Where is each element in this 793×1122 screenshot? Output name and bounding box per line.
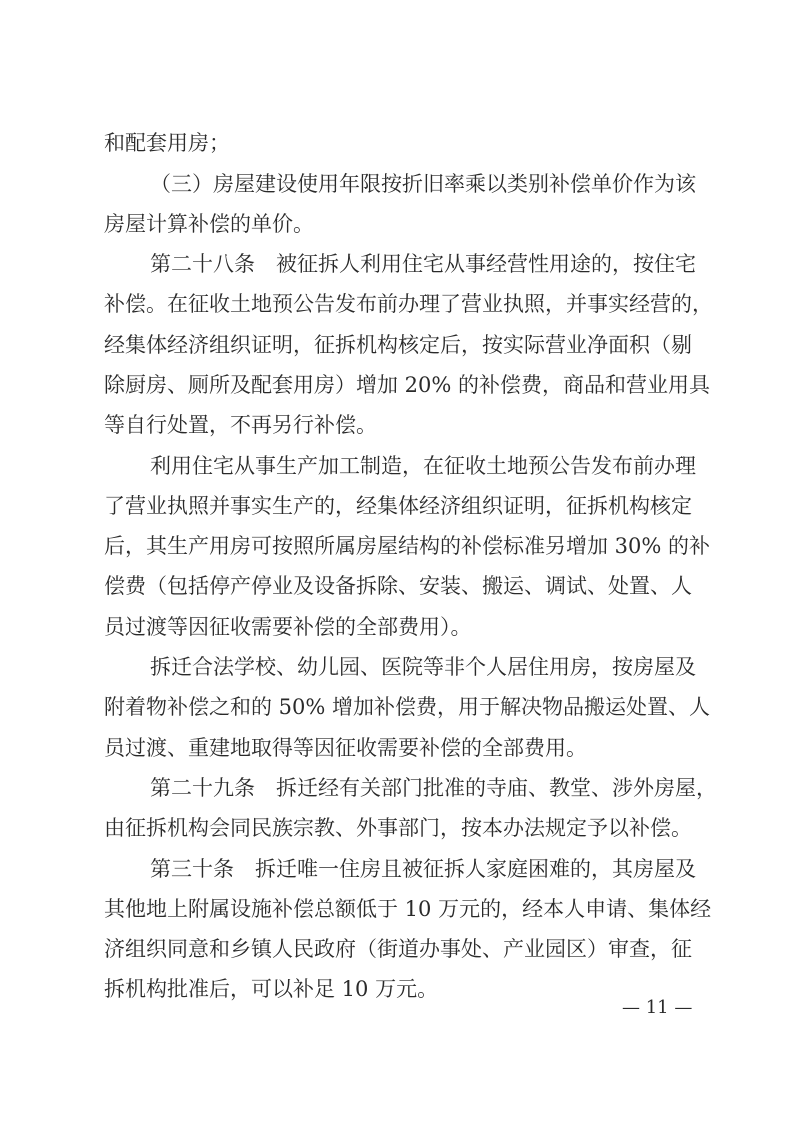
text-line-15: 附着物补偿之和的 50% 增加补偿费，用于解决物品搬运处置、人 <box>104 695 711 719</box>
text-line-20: 其他地上附属设施补偿总额低于 10 万元的，经本人申请、集体经 <box>104 897 712 921</box>
text-line-19: 第三十条 拆迁唯一住房且被征拆人家庭困难的，其房屋及 <box>150 857 696 881</box>
page-number: — 11 — <box>622 997 693 1018</box>
text-line-17: 第二十九条 拆迁经有关部门批准的寺庙、教堂、涉外房屋， <box>150 776 717 800</box>
text-line-2: （三）房屋建设使用年限按折旧率乘以类别补偿单价作为该 <box>150 172 696 196</box>
text-line-14: 拆迁合法学校、幼儿园、医院等非个人居住用房，按房屋及 <box>150 655 696 679</box>
text-line-1: 和配套用房； <box>104 131 230 155</box>
text-line-4: 第二十八条 被征拆人利用住宅从事经营性用途的，按住宅 <box>150 252 696 276</box>
text-line-22: 拆机构批准后，可以补足 10 万元。 <box>104 977 439 1001</box>
text-line-18: 由征拆机构会同民族宗教、外事部门，按本办法规定予以补偿。 <box>104 816 692 840</box>
text-line-5: 补偿。在征收土地预公告发布前办理了营业执照，并事实经营的， <box>104 292 713 316</box>
text-line-9: 利用住宅从事生产加工制造，在征收土地预公告发布前办理 <box>150 454 696 478</box>
text-line-13: 员过渡等因征收需要补偿的全部费用）。 <box>104 615 472 639</box>
text-line-10: 了营业执照并事实生产的，经集体经济组织证明，征拆机构核定 <box>104 494 692 518</box>
text-line-16: 员过渡、重建地取得等因征收需要补偿的全部费用。 <box>104 736 587 760</box>
text-line-8: 等自行处置，不再另行补偿。 <box>104 413 377 437</box>
text-line-11: 后，其生产用房可按照所属房屋结构的补偿标准另增加 30% 的补 <box>104 534 711 558</box>
text-line-3: 房屋计算补偿的单价。 <box>104 212 314 236</box>
text-line-12: 偿费（包括停产停业及设备拆除、安装、搬运、调试、处置、人 <box>104 574 692 598</box>
text-line-6: 经集体经济组织证明，征拆机构核定后，按实际营业净面积（剔 <box>104 333 692 357</box>
text-line-7: 除厨房、厕所及配套用房）增加 20% 的补偿费，商品和营业用具 <box>104 373 711 397</box>
text-line-21: 济组织同意和乡镇人民政府（街道办事处、产业园区）审查，征 <box>104 937 692 961</box>
